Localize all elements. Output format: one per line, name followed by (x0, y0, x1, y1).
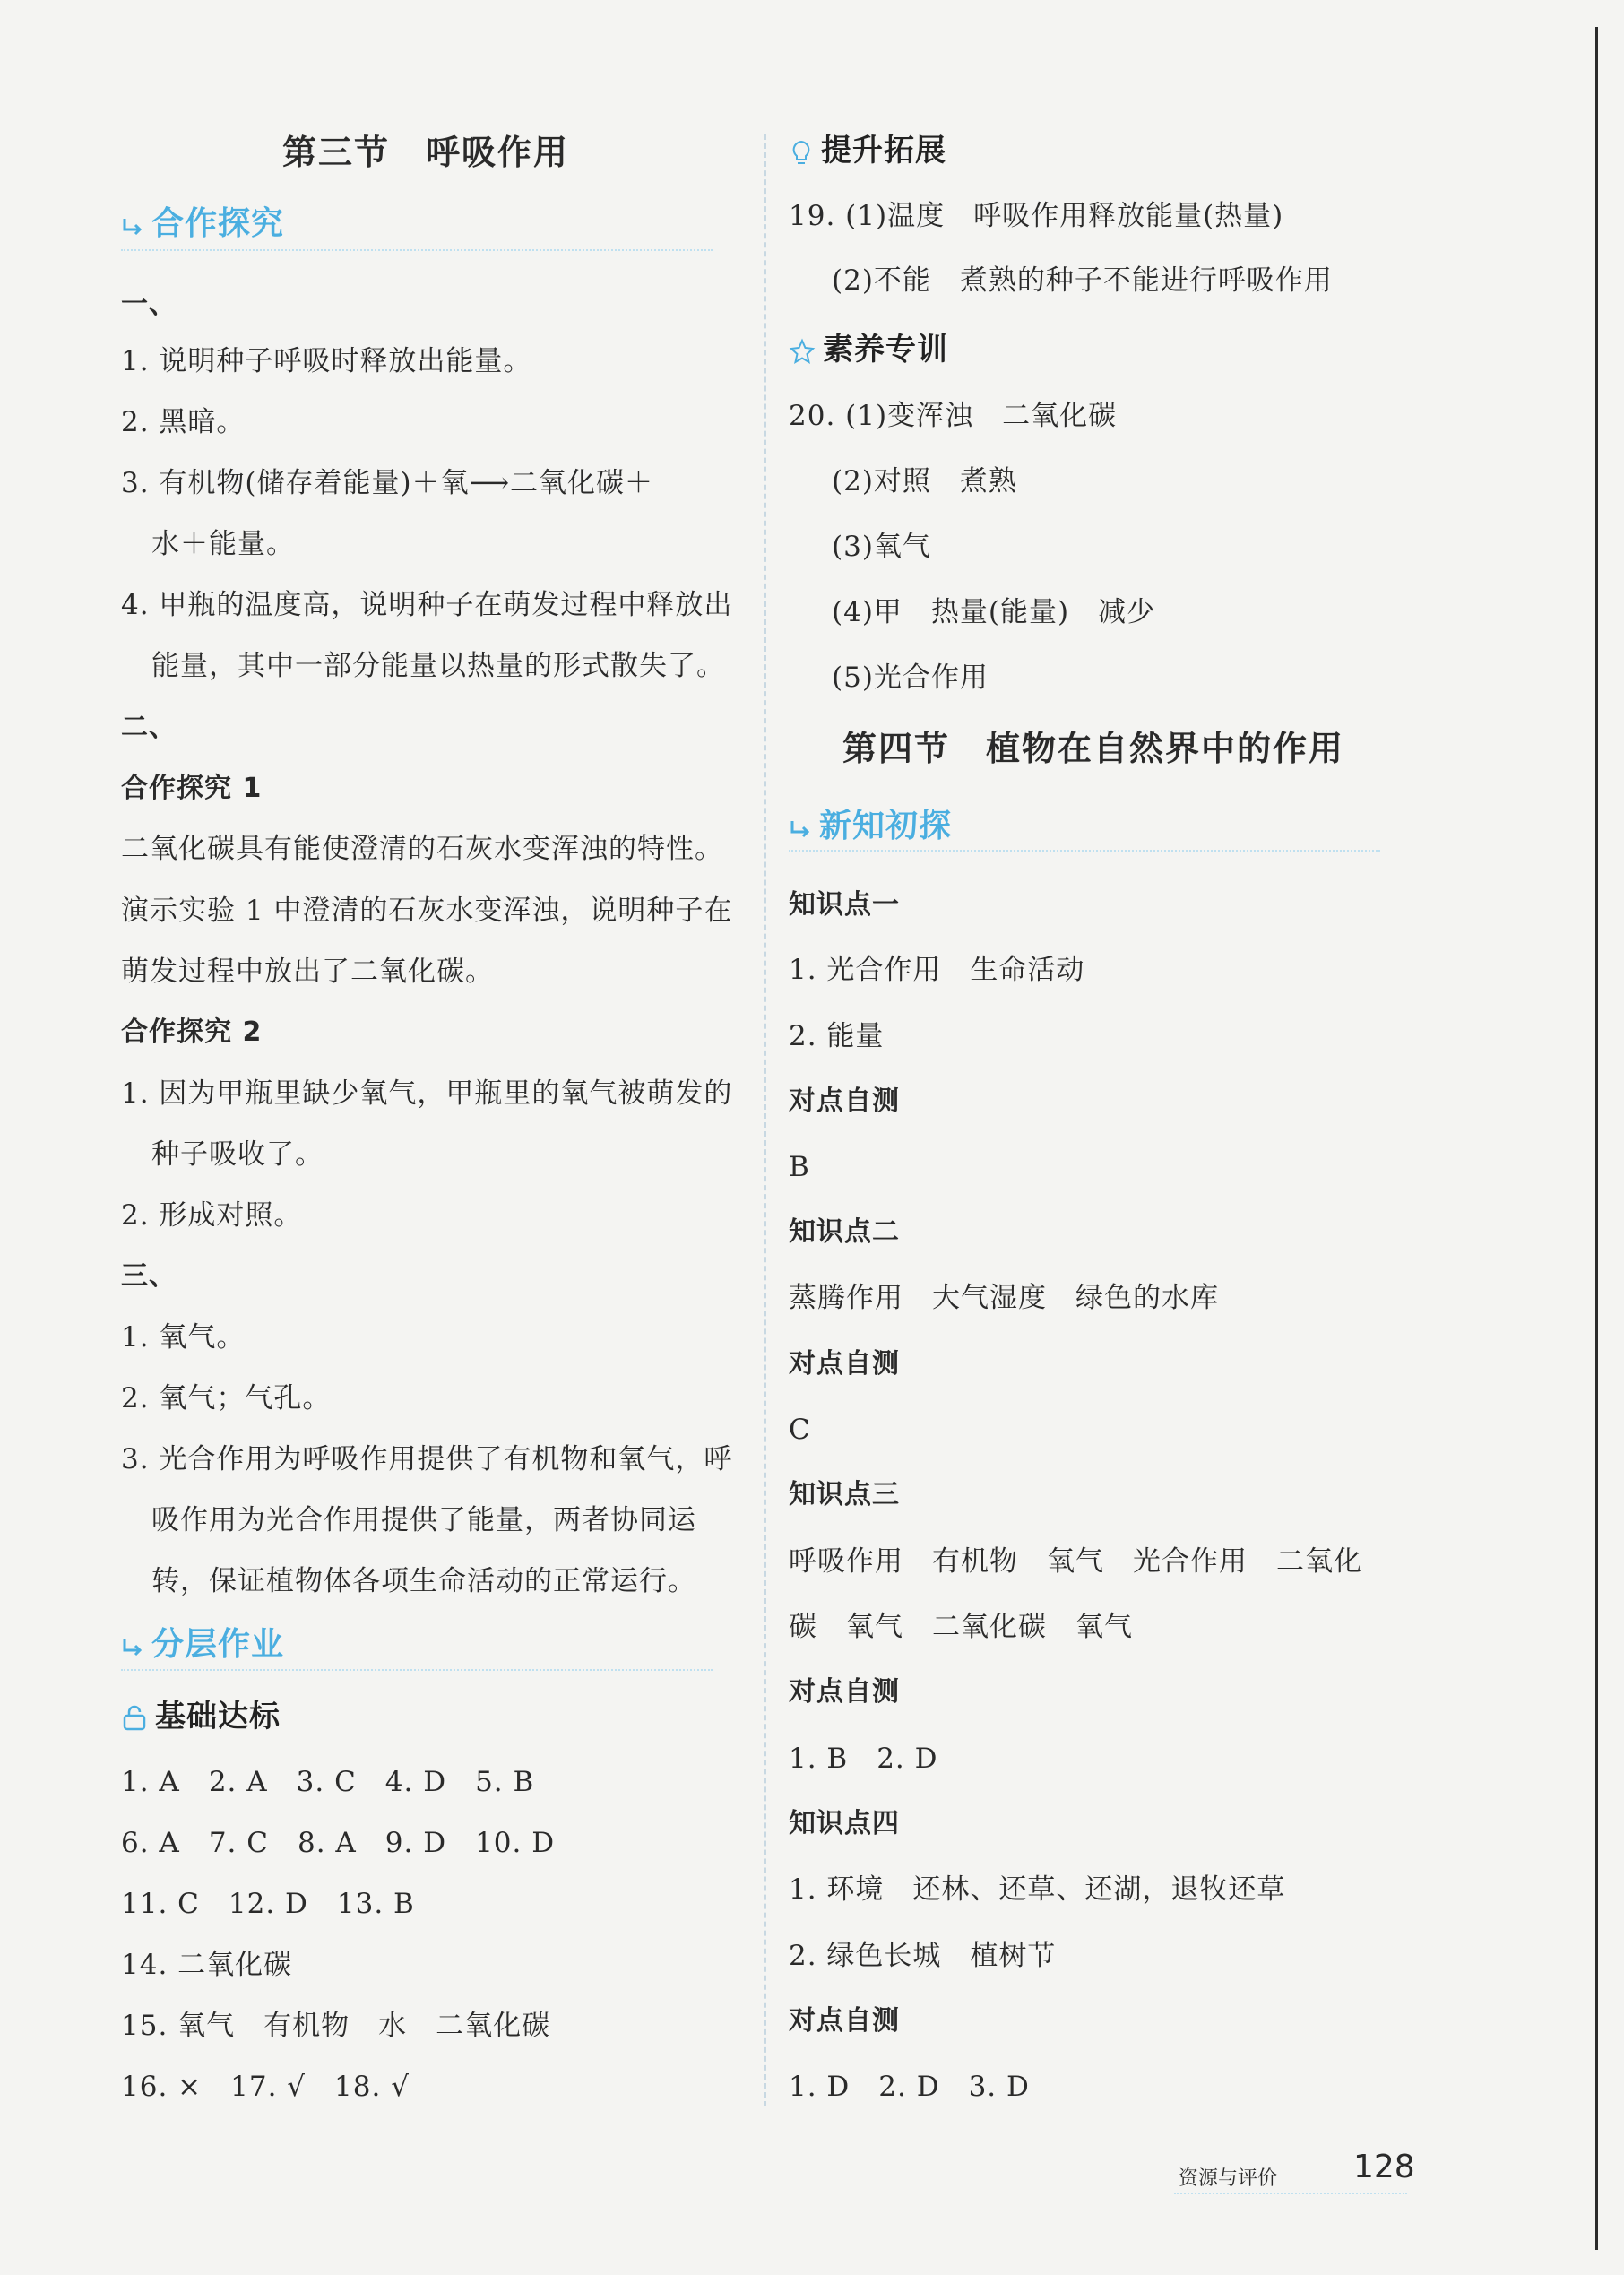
k1-1: 1. 光合作用 生命活动 (789, 954, 1085, 986)
page-number: 128 (1353, 2149, 1415, 2185)
t1-ans: B (789, 1151, 810, 1183)
one-4: 4. 甲瓶的温度高，说明种子在萌发过程中释放出 (121, 589, 733, 621)
t2-ans: C (789, 1414, 811, 1446)
k4-1: 1. 环境 还林、还草、还湖，退牧还草 (789, 1873, 1286, 1906)
coop2-2: 2. 形成对照。 (121, 1199, 303, 1232)
heading-coop-label: 合作探究 (151, 205, 285, 242)
bulb-icon (789, 139, 814, 166)
heading-rule (121, 249, 713, 251)
k3-text2: 碳 氧气 二氧化碳 氧气 (789, 1611, 1133, 1643)
section-title-4: 第四节 植物在自然界中的作用 (842, 729, 1345, 768)
three-3: 3. 光合作用为呼吸作用提供了有机物和氧气，呼 (121, 1443, 733, 1475)
lit-4: (4)甲 热量(能量) 减少 (832, 596, 1156, 628)
h-two: 二、 (121, 712, 177, 743)
k2-text: 蒸腾作用 大气湿度 绿色的水库 (789, 1282, 1219, 1314)
basic-1: 1. A 2. A 3. C 4. D 5. B (121, 1766, 535, 1798)
one-1: 1. 说明种子呼吸时释放出能量。 (121, 345, 532, 377)
heading-coop (121, 206, 284, 242)
star-icon (789, 338, 816, 365)
k3-text1: 呼吸作用 有机物 氧气 光合作用 二氧化 (789, 1545, 1362, 1578)
heading-layer-label: 分层作业 (151, 1626, 285, 1663)
k1: 知识点一 (789, 889, 900, 921)
t4-ans: 1. D 2. D 3. D (789, 2071, 1030, 2103)
basic-3: 11. C 12. D 13. B (121, 1888, 415, 1920)
sub-lit (789, 332, 948, 368)
lock-icon (121, 1705, 148, 1732)
heading-new (789, 809, 952, 844)
coop1: 合作探究 1 (121, 773, 263, 804)
t4: 对点自测 (789, 2005, 900, 2037)
ext-1: 19. (1)温度 呼吸作用释放能量(热量) (789, 200, 1284, 232)
k3: 知识点三 (789, 1479, 900, 1510)
basic-5: 15. 氧气 有机物 水 二氧化碳 (121, 2010, 551, 2042)
heading-rule (789, 850, 1380, 852)
coop1-line3: 萌发过程中放出了二氧化碳。 (121, 956, 494, 988)
heading-new-label: 新知初探 (819, 808, 953, 844)
three-3c: 转，保证植物体各项生命活动的正常运行。 (151, 1565, 696, 1597)
k4-2: 2. 绿色长城 植树节 (789, 1940, 1057, 1972)
arrow-bracket-icon (121, 213, 144, 237)
basic-2: 6. A 7. C 8. A 9. D 10. D (121, 1827, 556, 1859)
sub-basic-label: 基础达标 (155, 1699, 281, 1734)
arrow-bracket-icon (789, 816, 812, 839)
sub-lit-label: 素养专训 (823, 332, 948, 368)
sub-ext (789, 133, 946, 169)
arrow-bracket-icon (121, 1634, 144, 1657)
k4: 知识点四 (789, 1808, 900, 1839)
h-three: 三、 (121, 1260, 177, 1292)
basic-6: 16. × 17. √ 18. √ (121, 2071, 410, 2103)
lit-2: (2)对照 煮熟 (832, 465, 1017, 497)
page-edge (1595, 27, 1598, 2250)
coop2: 合作探究 2 (121, 1016, 263, 1048)
t1: 对点自测 (789, 1086, 900, 1117)
footer-label: 资源与评价 (1179, 2167, 1278, 2190)
heading-rule (121, 1669, 713, 1671)
one-3: 3. 有机物(储存着能量)＋氧⟶二氧化碳＋ (121, 467, 654, 499)
t3-ans: 1. B 2. D (789, 1743, 938, 1775)
three-2: 2. 氧气；气孔。 (121, 1382, 332, 1414)
column-divider (764, 134, 766, 2106)
ext-2: (2)不能 煮熟的种子不能进行呼吸作用 (832, 264, 1333, 297)
t2: 对点自测 (789, 1348, 900, 1380)
basic-4: 14. 二氧化碳 (121, 1949, 293, 1981)
coop1-line1: 二氧化碳具有能使澄清的石灰水变浑浊的特性。 (121, 833, 723, 865)
one-3b: 水＋能量。 (151, 528, 295, 560)
k2: 知识点二 (789, 1216, 900, 1248)
lit-3: (3)氧气 (832, 531, 931, 563)
three-3b: 吸作用为光合作用提供了能量，两者协同运 (151, 1504, 696, 1536)
section-title-3: 第三节 呼吸作用 (282, 133, 570, 172)
lit-5: (5)光合作用 (832, 662, 989, 694)
t3: 对点自测 (789, 1676, 900, 1708)
k1-2: 2. 能量 (789, 1020, 885, 1052)
coop2-1: 1. 因为甲瓶里缺少氧气，甲瓶里的氧气被萌发的 (121, 1077, 733, 1110)
three-1: 1. 氧气。 (121, 1321, 246, 1354)
heading-layer (121, 1627, 284, 1663)
sub-basic (121, 1699, 281, 1734)
one-4b: 能量，其中一部分能量以热量的形式散失了。 (151, 650, 725, 682)
sub-ext-label: 提升拓展 (821, 133, 946, 169)
coop1-line2: 演示实验 1 中澄清的石灰水变浑浊，说明种子在 (121, 895, 733, 927)
one-2: 2. 黑暗。 (121, 406, 246, 438)
h-one: 一、 (121, 289, 177, 320)
lit-1: 20. (1)变浑浊 二氧化碳 (789, 400, 1118, 432)
coop2-1b: 种子吸收了。 (151, 1138, 324, 1171)
footer-rule (1174, 2193, 1407, 2194)
